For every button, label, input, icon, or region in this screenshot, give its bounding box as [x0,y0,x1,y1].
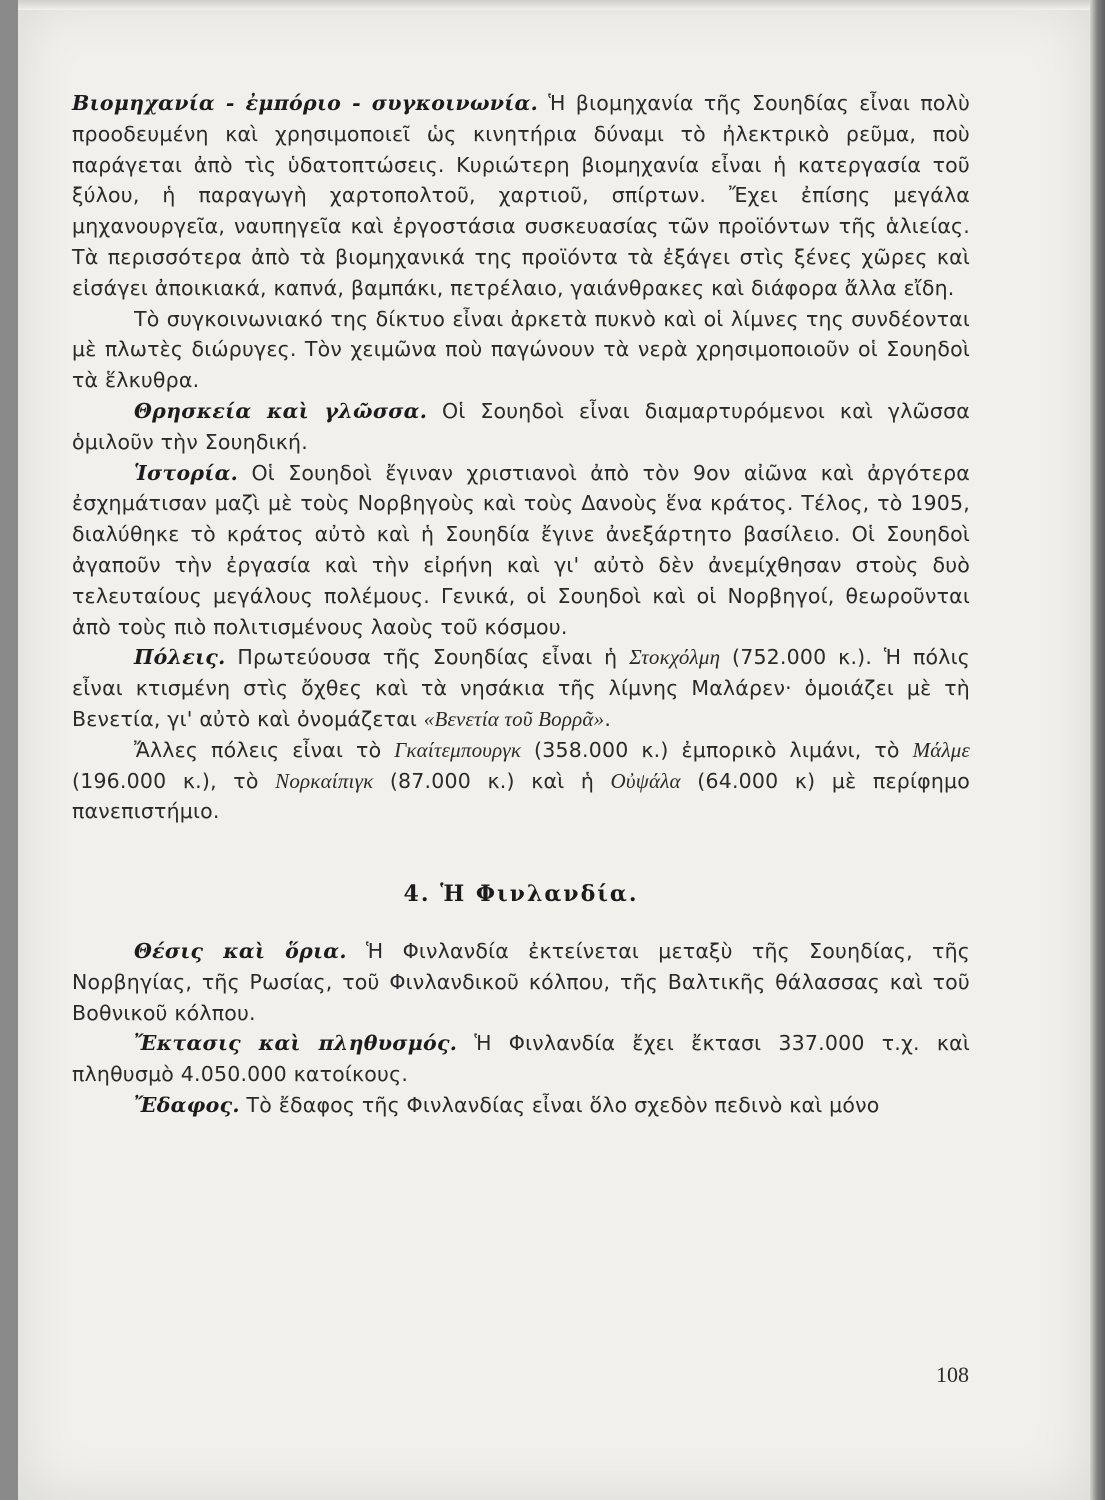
text-terrain: Τὸ ἔδαφος τῆς Φινλανδίας εἶναι ὅλο σχεδὸν πεδινὸ καὶ μόνο [239,1092,880,1117]
section-title-finland: 4. Ἡ Φινλανδία. [403,881,639,908]
venice-of-north: «Βενετία τοῦ Βορρᾶ» [423,706,605,731]
heading-history: Ἱστορία. [134,460,239,485]
heading-terrain: Ἔδαφος. [134,1092,240,1117]
text-other-1: Ἄλλες πόλεις εἶναι τὸ [134,737,395,762]
page-text [72,88,970,1121]
text-history: Οἱ Σουηδοὶ ἔγιναν χριστιανοὶ ἀπὸ τὸν 9ον αἰῶνα καὶ ἀργότερα ἐσχημάτισαν μαζὶ μὲ τοὺς Νορβηγοὺς καὶ τοὺς Δανοὺς ἕνα κράτος. Τέλος, τὸ 1905, διαλύθηκε τὸ κράτος αὐτὸ καὶ ἡ Σουηδία ἔγινε ἀνεξάρτητο βασίλειο. Οἱ Σουηδοὶ ἀγαποῦν τὴν ἐργασία καὶ τὴν εἰρήνη καὶ γι' αὐτὸ δὲν ἀνεμίχθησαν στοὺς δυὸ τελευταίους μεγάλους πολέμους. Γενικά, οἱ Σουηδοὶ καὶ οἱ Νορβηγοί, θεωροῦνται ἀπὸ τοὺς πιὸ πολιτισμένους λαοὺς τοῦ κόσμου. [72,460,970,639]
text-other-2: (358.000 κ.) ἐμπορικὸ λιμάνι, τὸ [521,737,913,762]
heading-religion: Θρησκεία καὶ γλῶσσα. [134,398,428,423]
text-cities-3: . [604,706,612,731]
heading-position: Θέσις καὶ ὅρια. [134,938,347,963]
page-binding-edge [1090,0,1105,1500]
paragraph-other-cities [72,735,970,827]
paragraph-industry [72,88,970,304]
text-religion: Οἱ Σουηδοὶ εἶναι διαμαρτυρόμενοι καὶ γλῶσσα ὁμιλοῦν τὴν Σουηδική. [72,398,971,454]
page-top-edge [18,0,1090,10]
heading-industry: Βιομηχανία - ἐμπόριο - συγκοινωνία. [72,91,539,115]
city-norrkoping: Νορκαίπιγκ [275,768,374,793]
paragraph-transport [72,304,970,396]
text-other-3: (196.000 κ.), τὸ [72,768,276,793]
paragraph-finland-terrain [72,1090,970,1121]
heading-area: Ἔκτασις καὶ πληθυσμός. [134,1031,458,1056]
text-transport: Τὸ συγκοινωνιακό της δίκτυο εἶναι ἀρκετὰ πυκνὸ καὶ οἱ λίμνες της συνδέονται μὲ πλωτὲς διώρυγες. Τὸν χειμῶνα ποὺ παγώνουν τὰ νερὰ χρησιμοποιοῦν οἱ Σουηδοὶ τὰ ἕλκυθρα. [72,306,970,393]
paragraph-history [72,458,970,643]
city-uppsala: Οὐψάλα [610,768,681,793]
text-other-5: (64.000 κ) μὲ περίφημο πανεπιστήμιο. [72,768,970,824]
text-other-4: (87.000 κ.) καὶ ἡ [373,768,611,793]
text-cities-1: Πρωτεύουσα τῆς Σουηδίας εἶναι ἡ [225,645,630,670]
city-stockholm: Στοκχόλμη [629,645,721,670]
heading-cities: Πόλεις. [134,645,226,670]
text-industry: Ἡ βιομηχανία τῆς Σουηδίας εἶναι πολὺ προοδευμένη καὶ χρησιμοποιεῖ ὡς κινητήρια δύναμι τὸ ἠλεκτρικὸ ρεῦμα, ποὺ παράγεται ἀπὸ τὶς ὑδατοπτώσεις. Κυριώτερη βιομηχανία εἶναι ἡ κατεργασία τοῦ ξύλου, ἡ παραγωγὴ χαρτοπολτοῦ, χαρτιοῦ, σπίρτων. Ἔχει ἐπίσης μεγάλα μηχανουργεῖα, ναυπηγεῖα καὶ ἐργοστάσια συσκευασίας τῶν προϊόντων τῆς ἁλιείας. Τὰ περισσότερα ἀπὸ τὰ βιομηχανικά της προϊόντα τὰ ἐξάγει στὶς ξένες χῶρες καὶ εἰσάγει ἀποικιακά, καπνά, βαμπάκι, πετρέλαιο, γαιάνθρακες καὶ διάφορα ἄλλα εἴδη. [72,91,971,300]
paragraph-religion [72,396,970,458]
text-cities-2: (752.000 κ.). Ἡ πόλις εἶναι κτισμένη στὶς ὄχθες καὶ τὰ νησάκια τῆς λίμνης Μαλάρεν· ὁμοιάζει μὲ τὴ Βενετία, γι' αὐτὸ καὶ ὀνομάζεται [72,645,971,731]
page-number: 108 [936,1362,969,1387]
text-area: Ἡ Φινλανδία ἔχει ἔκτασι 337.000 τ.χ. καὶ πληθυσμὸ 4.050.000 κατοίκους. [72,1031,970,1087]
paragraph-cities [72,642,970,734]
paragraph-finland-position [72,936,970,1028]
text-position: Ἡ Φινλανδία ἐκτείνεται μεταξὺ τῆς Σουηδίας, τῆς Νορβηγίας, τῆς Ρωσίας, τοῦ Φινλανδικοῦ κόλπου, τῆς Βαλτικῆς θάλασσας καὶ τοῦ Βοθνικοῦ κόλπου. [72,938,970,1025]
city-malmo: Μάλμε [912,737,970,762]
city-gothenburg: Γκαίτεμπουργκ [394,737,522,762]
paragraph-finland-area [72,1028,970,1090]
